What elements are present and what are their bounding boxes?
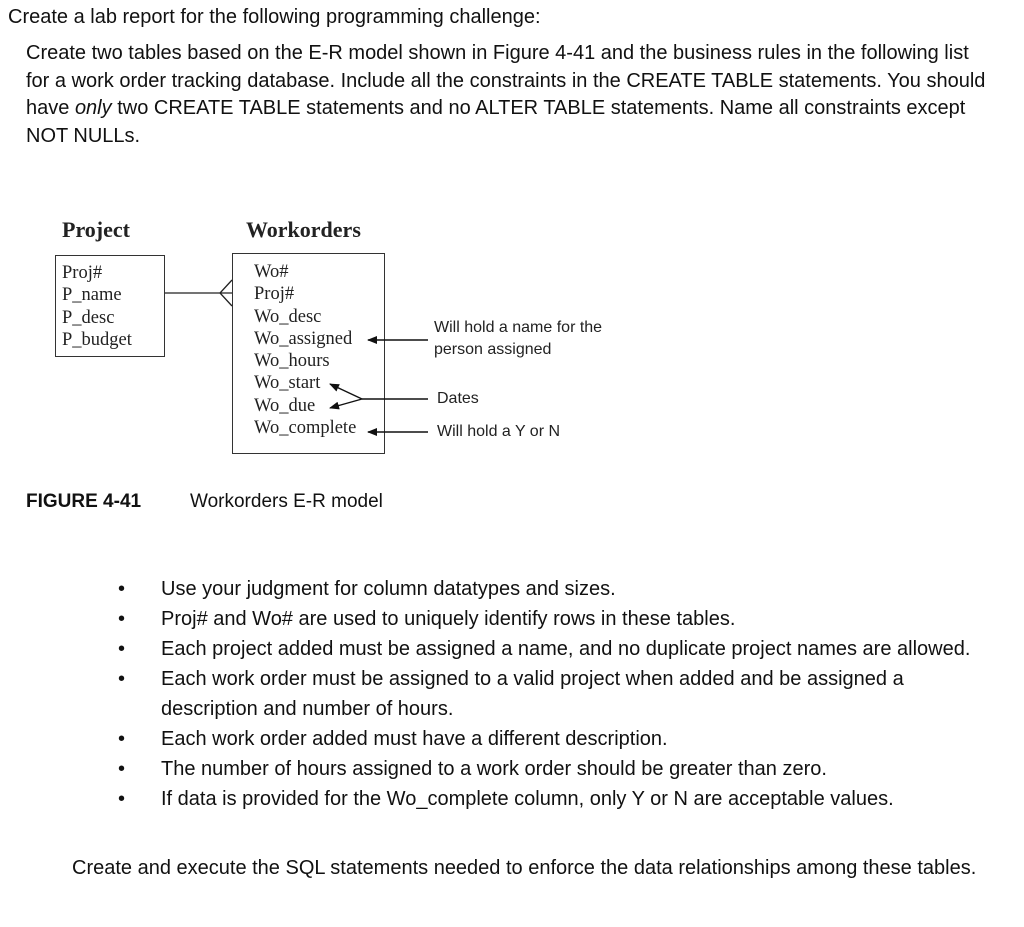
dates-arrow-start (330, 384, 362, 399)
rule-text: Use your judgment for column datatypes and sizes. (161, 578, 616, 600)
bullet-icon: • (118, 668, 126, 690)
assigned-note: Will hold a name for the person assigned (434, 319, 603, 358)
intro-text-part1: Create two tables based on the E-R model shown in Figure 4-41 and the business rules in the following list for a work order tracking database. Include all the constraints in the CREATE TABLE statements. You should have (26, 42, 986, 119)
closing-paragraph: Create and execute the SQL statements needed to enforce the data relationships among these tables. (72, 857, 977, 879)
workorders-attribute: Wo_hours (254, 351, 330, 372)
rule-text: If data is provided for the Wo_complete column, only Y or N are acceptable values. (161, 788, 894, 810)
project-attribute: P_desc (62, 307, 115, 328)
project-attribute: P_budget (62, 329, 132, 350)
bullet-icon: • (118, 788, 126, 810)
bullet-icon: • (118, 608, 126, 630)
figure-caption: Workorders E-R model (190, 491, 383, 512)
business-rules-list (0, 574, 1000, 814)
workorders-entity-title: Workorders (246, 217, 361, 242)
list-item (0, 724, 1000, 754)
rule-text: Each project added must be assigned a name, and no duplicate project names are allowed. (161, 638, 971, 660)
list-item (0, 784, 1000, 814)
workorders-attribute: Wo_desc (254, 306, 322, 327)
list-item (0, 604, 1000, 634)
workorders-attribute: Wo_due (254, 395, 316, 416)
rule-text: Proj# and Wo# are used to uniquely identify rows in these tables. (161, 608, 736, 630)
dates-arrow-due (330, 399, 362, 408)
bullet-icon: • (118, 758, 126, 780)
workorders-attribute: Wo# (254, 262, 289, 282)
list-item (0, 664, 1000, 724)
list-item (0, 754, 1000, 784)
bullet-icon: • (118, 578, 126, 600)
workorders-attribute: Wo_start (254, 373, 321, 394)
project-attribute: Proj# (62, 263, 103, 283)
figure-number: FIGURE 4-41 (26, 491, 142, 512)
project-attribute: P_name (62, 285, 122, 306)
dates-note: Dates (437, 390, 479, 407)
list-item (0, 574, 1000, 604)
bullet-icon: • (118, 638, 126, 660)
rule-text: Each work order must be assigned to a valid project when added and be assigned a description and number of hours. (161, 668, 904, 720)
list-item (0, 634, 1000, 664)
intro-text-part2: two CREATE TABLE statements and no ALTER TABLE statements. Name all constraints except NOT NULLs. (26, 97, 966, 147)
workorders-attribute: Wo_assigned (254, 328, 353, 349)
intro-emphasis: only (74, 97, 112, 119)
project-entity-title: Project (62, 217, 130, 242)
rule-text: Each work order added must have a different description. (161, 728, 668, 750)
workorders-attribute: Proj# (254, 284, 295, 305)
bullet-icon: • (118, 728, 126, 750)
page-heading: Create a lab report for the following programming challenge: (8, 6, 541, 28)
rule-text: The number of hours assigned to a work order should be greater than zero. (161, 758, 827, 780)
complete-note: Will hold a Y or N (437, 423, 561, 440)
workorders-attribute: Wo_complete (254, 418, 357, 439)
